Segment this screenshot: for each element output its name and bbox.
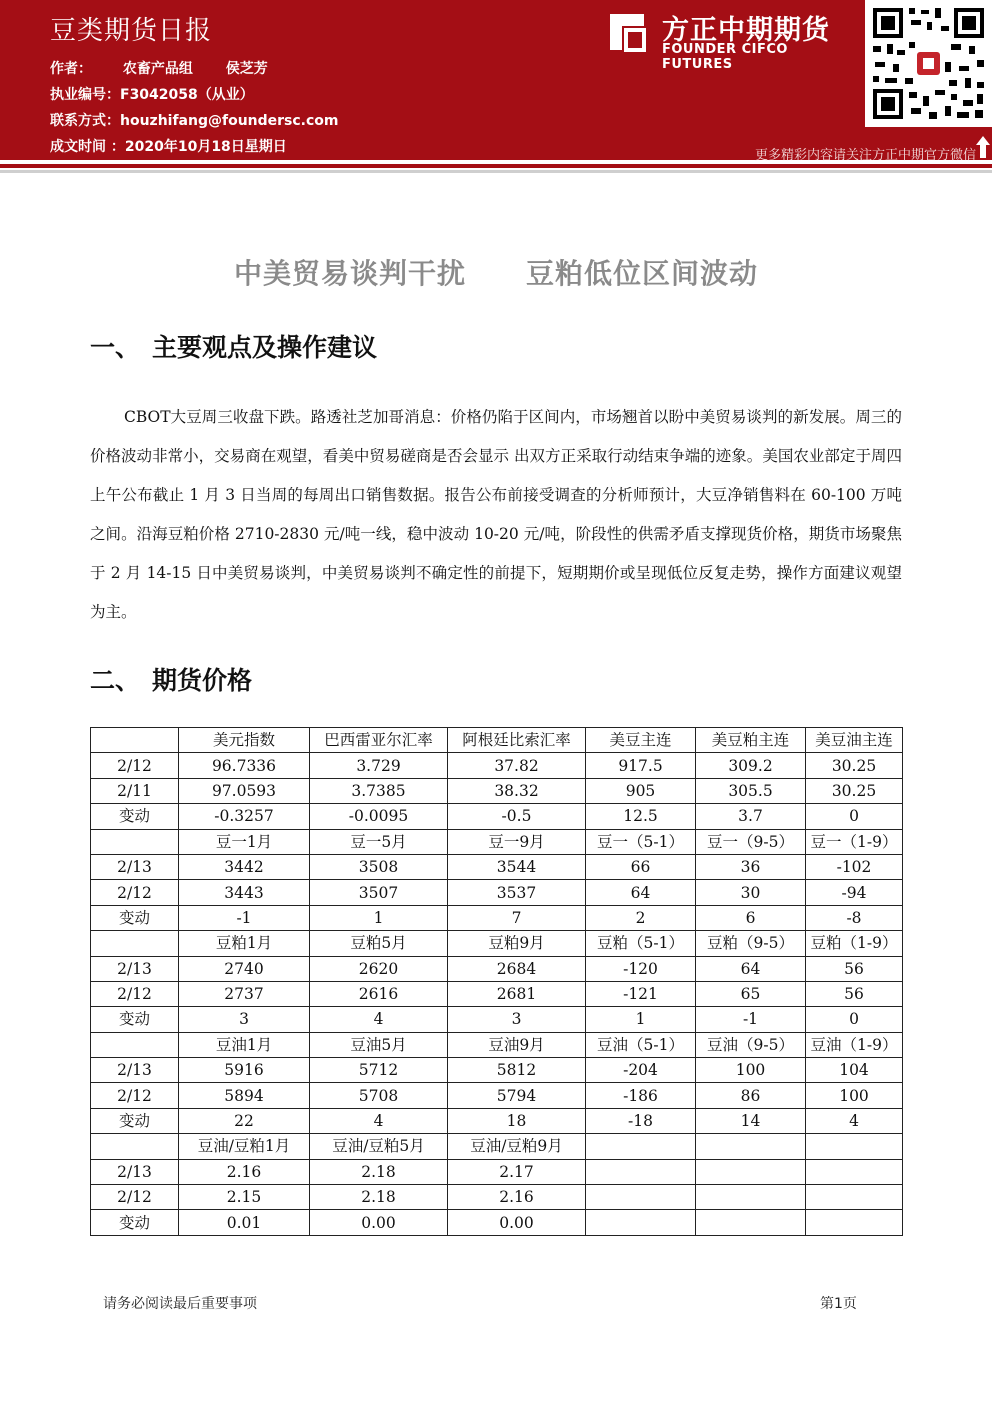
table-cell: -102 [806, 854, 903, 879]
table-cell: 变动 [91, 804, 179, 829]
section1-title: 主要观点及操作建议 [152, 333, 378, 362]
table-row [91, 728, 903, 753]
section2-heading [90, 661, 252, 697]
table-cell: 豆粕（9-5） [696, 931, 806, 956]
table-cell: 37.82 [448, 753, 586, 778]
table-cell: 2.18 [310, 1185, 448, 1210]
wechat-tagline: 更多精彩内容请关注方正中期官方微信 [754, 148, 976, 163]
table-cell: 2/13 [91, 1159, 179, 1184]
author-name: 侯芝芳 [225, 61, 268, 77]
table-cell: 56 [806, 981, 903, 1006]
table-cell: 豆一1月 [179, 829, 310, 854]
qr-code-icon [865, 0, 992, 127]
table-cell: 96.7336 [179, 753, 310, 778]
table-cell: 309.2 [696, 753, 806, 778]
table-cell: 97.0593 [179, 778, 310, 803]
table-cell: 3.7 [696, 804, 806, 829]
table-row [91, 1134, 903, 1159]
table-cell: 豆一（5-1） [586, 829, 696, 854]
table-row [91, 931, 903, 956]
table-cell: -1 [696, 1007, 806, 1032]
author-line [50, 58, 268, 78]
table-cell: 豆一9月 [448, 829, 586, 854]
table-cell: 3537 [448, 880, 586, 905]
contact-email: 联系方式：houzhifang@foundersc.com [50, 113, 339, 129]
table-cell: 2/12 [91, 1083, 179, 1108]
table-cell: 豆油5月 [310, 1032, 448, 1057]
table-row [91, 854, 903, 879]
logo-text-cn: 方正中期期货 [662, 15, 830, 46]
table-cell: 豆油/豆粕9月 [448, 1134, 586, 1159]
table-cell: 豆一5月 [310, 829, 448, 854]
table-cell: -0.5 [448, 804, 586, 829]
table-cell: 5916 [179, 1058, 310, 1083]
table-cell: 0.00 [310, 1210, 448, 1235]
author-label: 作者： [50, 61, 92, 77]
table-cell: 7 [448, 905, 586, 930]
table-row [91, 880, 903, 905]
table-cell: 56 [806, 956, 903, 981]
table-cell: -186 [586, 1083, 696, 1108]
header-divider [0, 164, 992, 168]
table-cell: 30.25 [806, 753, 903, 778]
header-divider-gray [0, 170, 992, 173]
table-cell: 豆油（9-5） [696, 1032, 806, 1057]
table-row [91, 956, 903, 981]
logo-text-en: FOUNDER CIFCO FUTURES [662, 42, 788, 72]
table-cell: 100 [806, 1083, 903, 1108]
table-cell: 2/12 [91, 1185, 179, 1210]
table-cell: 104 [806, 1058, 903, 1083]
table-cell: 0 [806, 804, 903, 829]
table-row [91, 1210, 903, 1235]
table-cell: 2740 [179, 956, 310, 981]
table-cell: -18 [586, 1108, 696, 1133]
table-cell: 3 [448, 1007, 586, 1032]
document-title-part1: 中美贸易谈判干扰 [233, 257, 466, 290]
table-row [91, 1083, 903, 1108]
table-cell: 变动 [91, 1108, 179, 1133]
table-cell: 6 [696, 905, 806, 930]
table-cell: 30 [696, 880, 806, 905]
table-cell [586, 1210, 696, 1235]
table-cell: 66 [586, 854, 696, 879]
table-cell: 2737 [179, 981, 310, 1006]
table-cell: 4 [806, 1108, 903, 1133]
table-cell [91, 728, 179, 753]
table-cell: 变动 [91, 905, 179, 930]
table-cell: 2681 [448, 981, 586, 1006]
table-cell: 917.5 [586, 753, 696, 778]
table-cell: 2620 [310, 956, 448, 981]
table-cell: 2/13 [91, 1058, 179, 1083]
table-cell: 5708 [310, 1083, 448, 1108]
table-cell: 2 [586, 905, 696, 930]
section1-heading [90, 328, 377, 364]
table-cell: 3508 [310, 854, 448, 879]
table-cell: 1 [310, 905, 448, 930]
table-cell: 美豆油主连 [806, 728, 903, 753]
table-cell: 5712 [310, 1058, 448, 1083]
table-cell [586, 1159, 696, 1184]
table-cell: 38.32 [448, 778, 586, 803]
table-cell: 豆油/豆粕1月 [179, 1134, 310, 1159]
table-cell: 3.7385 [310, 778, 448, 803]
table-cell: 2/12 [91, 981, 179, 1006]
table-cell: 65 [696, 981, 806, 1006]
table-cell: 2.16 [179, 1159, 310, 1184]
table-cell: 变动 [91, 1007, 179, 1032]
table-row [91, 804, 903, 829]
table-cell: 2/13 [91, 854, 179, 879]
table-cell: -121 [586, 981, 696, 1006]
page-number: 第1页 [820, 1296, 857, 1312]
table-cell: 14 [696, 1108, 806, 1133]
table-cell: 3442 [179, 854, 310, 879]
report-date: 成文时间 ：2020年10月18日星期日 [50, 139, 287, 155]
table-cell: 0.01 [179, 1210, 310, 1235]
table-cell: 4 [310, 1007, 448, 1032]
table-row [91, 1007, 903, 1032]
table-cell: 2684 [448, 956, 586, 981]
table-cell: 86 [696, 1083, 806, 1108]
table-cell: 2/13 [91, 956, 179, 981]
table-row [91, 1058, 903, 1083]
section2-number: 二、 [90, 666, 141, 695]
table-cell: 64 [696, 956, 806, 981]
table-cell [586, 1185, 696, 1210]
table-cell [91, 931, 179, 956]
table-cell [806, 1185, 903, 1210]
table-cell: -0.3257 [179, 804, 310, 829]
license-number: 执业编号：F3042058（从业） [50, 87, 254, 103]
report-header [0, 0, 992, 163]
table-cell: -204 [586, 1058, 696, 1083]
qr-code [865, 0, 992, 127]
table-cell: 变动 [91, 1210, 179, 1235]
table-row [91, 905, 903, 930]
futures-price-table [90, 727, 903, 1236]
table-row [91, 753, 903, 778]
table-cell: 3 [179, 1007, 310, 1032]
table-cell: 2616 [310, 981, 448, 1006]
table-cell: 2.15 [179, 1185, 310, 1210]
table-cell: -1 [179, 905, 310, 930]
table-cell: 64 [586, 880, 696, 905]
table-cell [91, 1134, 179, 1159]
table-cell: 22 [179, 1108, 310, 1133]
table-cell: 阿根廷比索汇率 [448, 728, 586, 753]
table-cell [91, 829, 179, 854]
table-cell: 100 [696, 1058, 806, 1083]
table-cell: 2.16 [448, 1185, 586, 1210]
table-row [91, 1185, 903, 1210]
table-cell [696, 1210, 806, 1235]
section1-paragraph: CBOT大豆周三收盘下跌。路透社芝加哥消息：价格仍陷于区间内，市场翘首以盼中美贸易谈判的新发展。周三的价格波动非常小，交易商在观望，看美中贸易磋商是否会显示 出双方正采取行动结束争端的迹象。美国农业部定于周四上午公布截止 1 月 3 日当周的每周出口销售数据。报告公布前接受调查的分析师预计，大豆净销售料在 60-100 万吨之间。沿海豆粕价格 2710-2830 元/吨一线，稳中波动 10-20 元/吨，阶段性的供需矛盾支撑现货价格，期货市场聚焦于 2 月 14-15 日中美贸易谈判，中美贸易谈判不确定性的前提下，短期期价或呈现低位反复走势，操作方面建议观望为主。 [90, 408, 902, 621]
table-cell: 豆粕（1-9） [806, 931, 903, 956]
document-title-part2: 豆粕低位区间波动 [526, 257, 759, 290]
table-cell: 豆油（5-1） [586, 1032, 696, 1057]
table-cell: 305.5 [696, 778, 806, 803]
table-cell: -0.0095 [310, 804, 448, 829]
table-row [91, 829, 903, 854]
table-cell: 30.25 [806, 778, 903, 803]
section2-title: 期货价格 [152, 666, 253, 695]
table-cell: 豆一（9-5） [696, 829, 806, 854]
table-cell: 0 [806, 1007, 903, 1032]
table-cell: 2.18 [310, 1159, 448, 1184]
logo-mark-icon [604, 10, 648, 54]
table-row [91, 981, 903, 1006]
table-cell: 豆油（1-9） [806, 1032, 903, 1057]
section1-number: 一、 [90, 333, 141, 362]
table-cell: 18 [448, 1108, 586, 1133]
table-cell: 豆油1月 [179, 1032, 310, 1057]
table-row [91, 1032, 903, 1057]
table-cell: 美豆粕主连 [696, 728, 806, 753]
table-cell: 5894 [179, 1083, 310, 1108]
table-cell: 2/12 [91, 753, 179, 778]
table-cell: 美元指数 [179, 728, 310, 753]
table-row [91, 1159, 903, 1184]
table-cell [696, 1159, 806, 1184]
table-cell: 905 [586, 778, 696, 803]
table-cell: 2/11 [91, 778, 179, 803]
company-logo [600, 8, 860, 72]
table-cell: 豆油/豆粕5月 [310, 1134, 448, 1159]
table-cell: 1 [586, 1007, 696, 1032]
table-cell: 12.5 [586, 804, 696, 829]
report-title: 豆类期货日报 [50, 16, 213, 46]
table-cell: 5794 [448, 1083, 586, 1108]
table-cell [806, 1210, 903, 1235]
table-cell: -120 [586, 956, 696, 981]
table-cell: 36 [696, 854, 806, 879]
table-cell: 2/12 [91, 880, 179, 905]
table-cell: 3507 [310, 880, 448, 905]
table-cell: 2.17 [448, 1159, 586, 1184]
table-cell: 3443 [179, 880, 310, 905]
table-cell [806, 1159, 903, 1184]
table-cell: 巴西雷亚尔汇率 [310, 728, 448, 753]
table-cell: 豆油9月 [448, 1032, 586, 1057]
table-cell: 3544 [448, 854, 586, 879]
table-cell [696, 1134, 806, 1159]
table-cell: -8 [806, 905, 903, 930]
table-cell: 豆粕1月 [179, 931, 310, 956]
table-cell: 豆粕（5-1） [586, 931, 696, 956]
table-row [91, 778, 903, 803]
table-cell: 4 [310, 1108, 448, 1133]
table-cell [806, 1134, 903, 1159]
table-cell [696, 1185, 806, 1210]
table-cell: 豆一（1-9） [806, 829, 903, 854]
price-table-body [91, 728, 903, 1236]
table-cell: 美豆主连 [586, 728, 696, 753]
arrow-up-icon [976, 136, 990, 158]
table-cell: 0.00 [448, 1210, 586, 1235]
author-group: 农畜产品组 [122, 61, 193, 77]
table-cell: 5812 [448, 1058, 586, 1083]
table-cell: 豆粕5月 [310, 931, 448, 956]
table-cell [91, 1032, 179, 1057]
table-cell [586, 1134, 696, 1159]
table-cell: -94 [806, 880, 903, 905]
table-row [91, 1108, 903, 1133]
footer-notice: 请务必阅读最后重要事项 [103, 1296, 257, 1312]
document-title [0, 252, 992, 292]
table-cell: 豆粕9月 [448, 931, 586, 956]
table-cell: 3.729 [310, 753, 448, 778]
